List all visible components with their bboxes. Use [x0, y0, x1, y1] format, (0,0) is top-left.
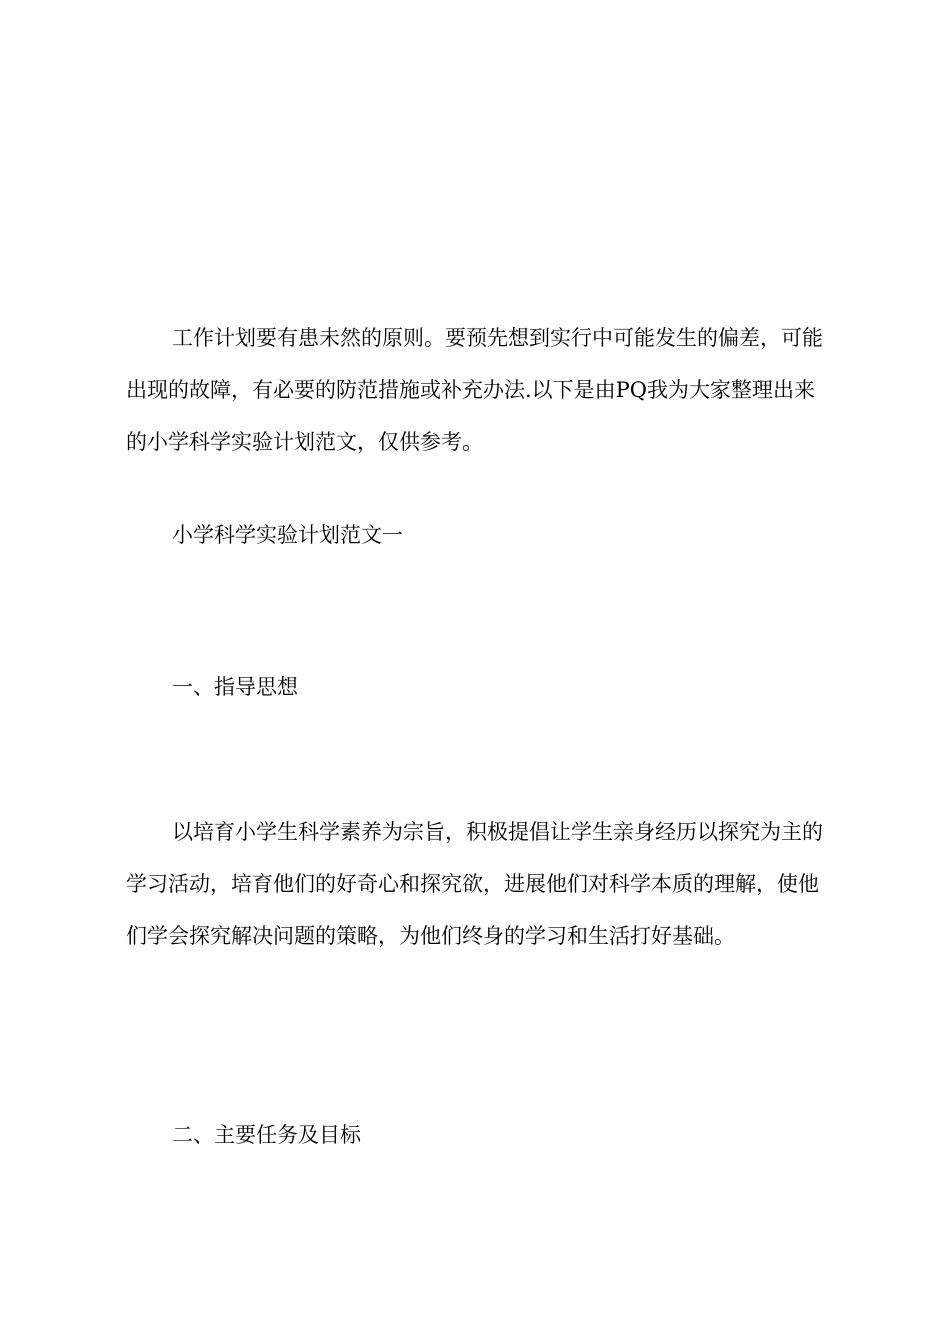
section-body-1: 以培育小学生科学素养为宗旨，积极提倡让学生亲身经历以探究为主的学习活动，培育他们的好奇心和探究欲，进展他们对科学本质的理解，使他们学会探究解决问题的策略，为他们终身的学习和生活打好基础。	[126, 820, 823, 948]
section-heading-2: 二、主要任务及目标	[172, 1123, 361, 1147]
section-heading-1: 一、指导思想	[172, 675, 298, 699]
document-title: 小学科学实验计划范文一	[172, 523, 403, 547]
intro-paragraph: 工作计划要有患未然的原则。要预先想到实行中可能发生的偏差，可能出现的故障，有必要的防范措施或补充办法.以下是由PQ我为大家整理出来的小学科学实验计划范文，仅供参考。	[126, 326, 823, 454]
